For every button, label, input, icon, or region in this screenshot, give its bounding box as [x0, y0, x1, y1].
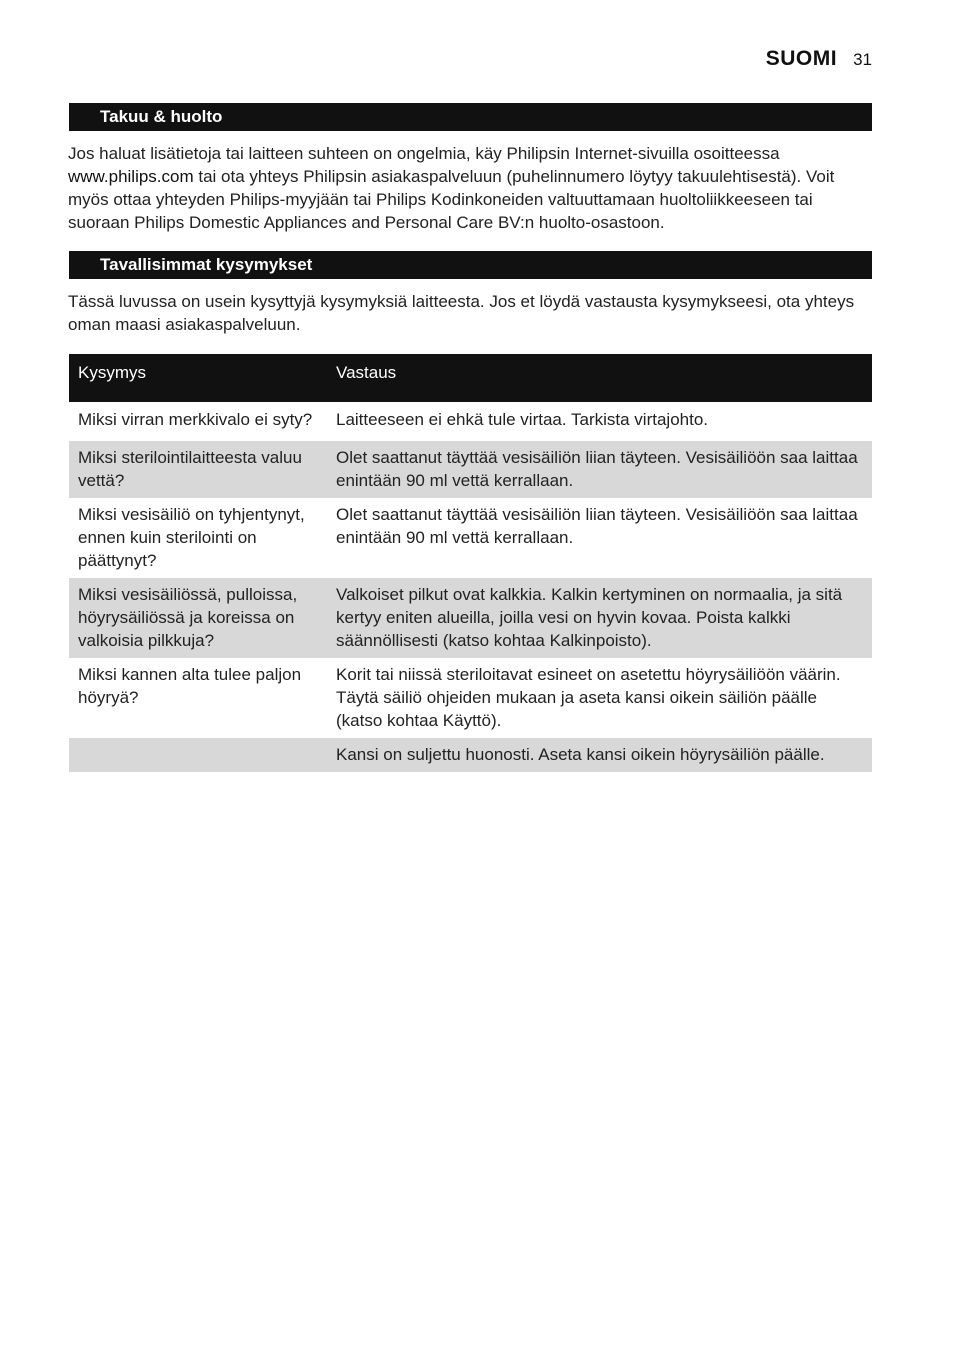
faq-table-header: [69, 354, 872, 402]
page-header: [766, 47, 872, 71]
column-header-answer: Vastaus: [327, 354, 872, 402]
table-row: [69, 578, 872, 658]
question-cell: [69, 738, 327, 772]
warranty-heading: Takuu & huolto: [69, 103, 872, 131]
answer-cell: Valkoiset pilkut ovat kalkkia. Kalkin kertyminen on normaalia, ja sitä kertyy eniten alueilla, joilla vesi on hyvin kovaa. Poista kalkki säännöllisesti (katso kohtaa Kalkinpoisto).: [327, 578, 872, 658]
table-row: [69, 738, 872, 772]
table-row: [69, 498, 872, 578]
answer-cell: Olet saattanut täyttää vesisäiliön liian täyteen. Vesisäiliöön saa laittaa enintään 90 ml vettä kerrallaan.: [327, 441, 872, 498]
table-row: [69, 658, 872, 738]
question-cell: Miksi sterilointilaitteesta valuu vettä?: [69, 441, 327, 498]
question-cell: Miksi vesisäiliössä, pulloissa, höyrysäiliössä ja koreissa on valkoisia pilkkuja?: [69, 578, 327, 658]
warranty-text-after: tai ota yhteys Philipsin asiakaspalveluun (puhelinnumero löytyy takuulehtisestä). Voit myös ottaa yhteyden Philips-myyjään tai Philips Kodinkoneiden valtuuttamaan huoltoliikkeeseen tai suoraan Philips Domestic Appliances and Personal Care BV:n huolto-osastoon.: [68, 167, 835, 232]
question-cell: Miksi virran merkkivalo ei syty?: [78, 410, 313, 429]
warranty-text-before: Jos haluat lisätietoja tai laitteen suhteen on ongelmia, käy Philipsin Internet-sivuilla osoitteessa: [68, 144, 780, 163]
answer-cell: Laitteeseen ei ehkä tule virtaa. Tarkista virtajohto.: [336, 410, 709, 429]
language-label: SUOMI: [765, 47, 838, 70]
table-row: [69, 441, 872, 498]
answer-cell: Korit tai niissä steriloitavat esineet on asetettu höyrysäiliöön väärin. Täytä säiliö ohjeiden mukaan ja aseta kansi oikein säiliön päälle (katso kohtaa Käyttö).: [336, 665, 841, 730]
question-cell: Miksi kannen alta tulee paljon höyryä?: [78, 665, 302, 707]
answer-cell: Olet saattanut täyttää vesisäiliön liian täyteen. Vesisäiliöön saa laittaa enintään 90 ml vettä kerrallaan.: [336, 505, 858, 547]
philips-website-link[interactable]: www.philips.com: [68, 167, 194, 186]
faq-intro: Tässä luvussa on usein kysyttyjä kysymyksiä laitteesta. Jos et löydä vastausta kysymykseesi, ota yhteys oman maasi asiakaspalveluun.: [68, 292, 855, 334]
column-header-question: Kysymys: [69, 354, 327, 402]
warranty-paragraph: [68, 142, 872, 234]
question-cell: Miksi vesisäiliö on tyhjentynyt, ennen kuin sterilointi on päättynyt?: [78, 505, 305, 570]
faq-heading: Tavallisimmat kysymykset: [69, 251, 872, 279]
table-row: [69, 402, 872, 441]
page-number: 31: [853, 50, 872, 69]
answer-cell: Kansi on suljettu huonosti. Aseta kansi oikein höyrysäiliön päälle.: [327, 738, 872, 772]
faq-table: [69, 354, 872, 772]
